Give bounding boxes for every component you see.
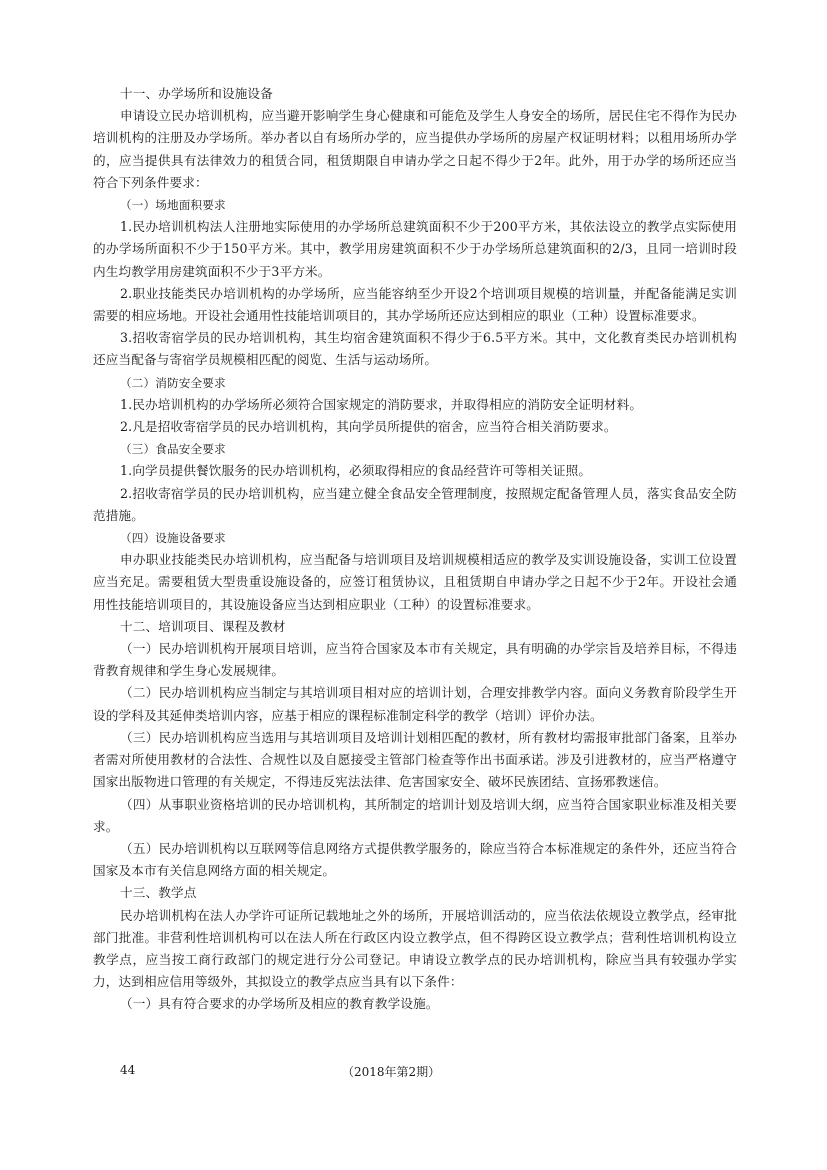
subsection-heading: （四）设施设备要求	[120, 531, 226, 546]
body-paragraph: （一）民办培训机构开展项目培训，应当符合国家及本市有关规定，具有明确的办学宗旨及培养目标，不得违背教育规律和学生身心发展规律。	[93, 641, 737, 679]
body-paragraph: （三）民办培训机构应当选用与其培训项目及培训计划相匹配的教材，所有教材均需报审批部门备案，且举办者需对所使用教材的合法性、合规性以及自愿接受主管部门检查等作出书面承诺。涉及引进教材的，应当严格遵守国家出版物进口管理的有关规定，不得违反宪法法律、危害国家安全、破坏民族团结、宣扬邪教迷信。	[93, 729, 737, 790]
body-paragraph: 3.招收寄宿学员的民办培训机构，其生均宿舍建筑面积不得少于6.5平方米。其中，文化教育类民办培训机构还应当配备与寄宿学员规模相匹配的阅览、生活与运动场所。	[93, 330, 737, 368]
issue-label: （2018年第2期）	[342, 1065, 441, 1079]
section-heading: 十一、办学场所和设施设备	[120, 86, 273, 101]
subsection-heading: （三）食品安全要求	[120, 442, 226, 457]
page-number: 44	[120, 1063, 136, 1077]
subsection-heading: （二）消防安全要求	[120, 375, 226, 390]
body-paragraph: （四）从事职业资格培训的民办培训机构，其所制定的培训计划及培训大纲，应当符合国家职业标准及相关要求。	[93, 796, 737, 834]
body-paragraph: 申办职业技能类民办培训机构，应当配备与培训项目及培训规模相适应的教学及实训设施设备，实训工位设置应当充足。需要租赁大型贵重设施设备的，应签订租赁协议，且租赁期自申请办学之日起不少于2年。开设社会通用性技能培训项目的，其设施设备应当达到相应职业（工种）的设置标准要求。	[93, 552, 737, 612]
section-heading: 十三、教学点	[120, 885, 197, 901]
body-paragraph: 1.向学员提供餐饮服务的民办培训机构，必须取得相应的食品经营许可等相关证照。	[120, 463, 592, 479]
body-paragraph: （一）具有符合要求的办学场所及相应的教育教学设施。	[120, 996, 439, 1012]
body-paragraph: 2.职业技能类民办培训机构的办学场所，应当能容纳至少开设2个培训项目规模的培训量，并配备能满足实训需要的相应场地。开设社会通用性技能培训项目的，其办学场所还应达到相应的职业（工种）设置标准要求。	[93, 285, 737, 324]
section-heading: 十二、培训项目、课程及教材	[120, 618, 286, 634]
body-paragraph: 1.民办培训机构的办学场所必须符合国家规定的消防要求，并取得相应的消防安全证明材料。	[120, 396, 643, 412]
body-paragraph: （二）民办培训机构应当制定与其培训项目相对应的培训计划，合理安排教学内容。面向义务教育阶段学生开设的学科及其延伸类培训内容，应基于相应的课程标准制定科学的教学（培训）评价办法。	[93, 685, 737, 723]
body-paragraph: 2.凡是招收寄宿学员的民办培训机构，其向学员所提供的宿舍，应当符合相关消防要求。	[120, 419, 617, 435]
body-paragraph: 2.招收寄宿学员的民办培训机构，应当建立健全食品安全管理制度，按照规定配备管理人员，落实食品安全防范措施。	[93, 485, 737, 523]
page-footer	[0, 1063, 827, 1083]
subsection-heading: （一）场地面积要求	[120, 198, 226, 213]
body-paragraph: 1.民办培训机构法人注册地实际使用的办学场所总建筑面积不少于200平方米，其依法设立的教学点实际使用的办学场所面积不少于150平方米。其中，教学用房建筑面积不少于办学场所总建筑面积的2/3，且同一培训时段内生均教学用房建筑面积不少于3平方米。	[93, 219, 737, 279]
page-body	[93, 83, 737, 1016]
body-paragraph: 申请设立民办培训机构，应当避开影响学生身心健康和可能危及学生人身安全的场所，居民住宅不得作为民办培训机构的注册及办学场所。举办者以自有场所办学的，应当提供办学场所的房屋产权证明材料；以租用场所办学的，应当提供具有法律效力的租赁合同，租赁期限自申请办学之日起不得少于2年。此外，用于办学的场所还应当符合下列条件要求：	[93, 108, 737, 190]
body-paragraph: （五）民办培训机构以互联网等信息网络方式提供教学服务的，除应当符合本标准规定的条件外，还应当符合国家及本市有关信息网络方面的相关规定。	[93, 840, 737, 879]
body-paragraph: 民办培训机构在法人办学许可证所记载地址之外的场所，开展培训活动的，应当依法依规设立教学点，经审批部门批准。非营利性培训机构可以在法人所在行政区内设立教学点，但不得跨区设立教学点；营利性培训机构设立教学点，应当按工商行政部门的规定进行分公司登记。申请设立教学点的民办培训机构，除应当具有较强办学实力，达到相应信用等级外，其拟设立的教学点应当具有以下条件：	[93, 907, 737, 990]
